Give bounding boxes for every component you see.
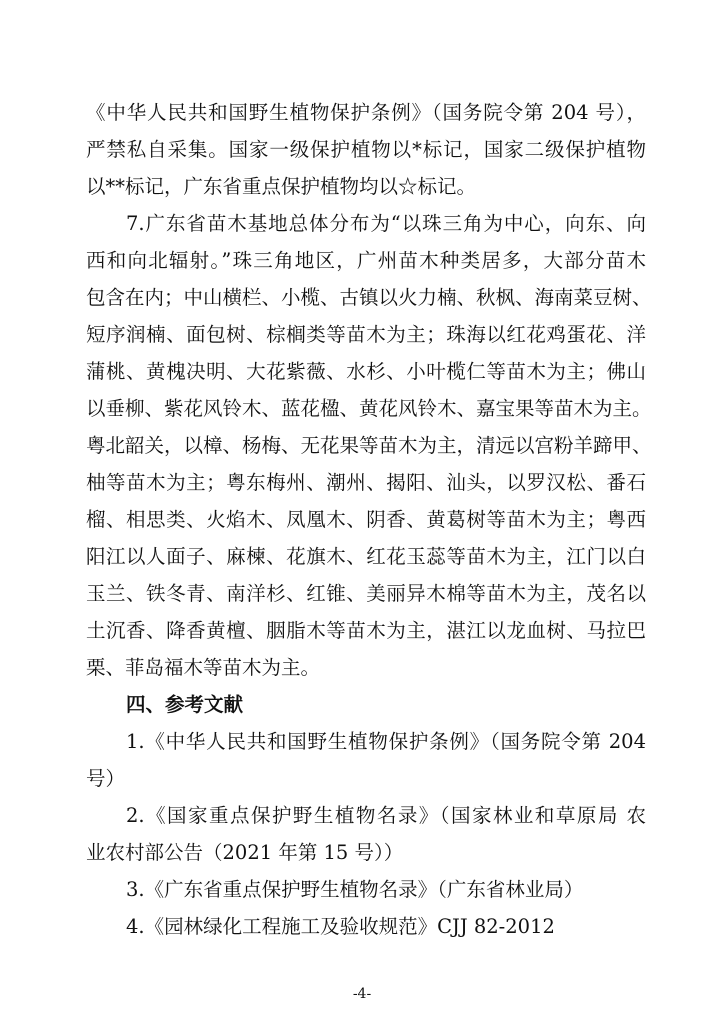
text-line: 以垂柳、紫花风铃木、蓝花楹、黄花风铃木、嘉宝果等苗木为主。: [86, 397, 652, 420]
text-line: 包含在内；中山横栏、小榄、古镇以火力楠、秋枫、海南菜豆树、: [86, 286, 652, 309]
paragraph-nursery-distribution: [86, 205, 652, 686]
text-line: 严禁私自采集。国家一级保护植物以*标记，国家二级保护植物: [86, 138, 646, 161]
section-heading: 四、参考文献: [126, 693, 244, 716]
paragraph-protection: [86, 94, 646, 205]
text-line: 业农村部公告（2021 年第 15 号））: [86, 841, 404, 864]
text-line: 4.《园林绿化工程施工及验收规范》CJJ 82-2012: [126, 915, 555, 938]
text-line: 1.《中华人民共和国野生植物保护条例》（国务院令第 204: [126, 730, 646, 753]
text-line: 玉兰、铁冬青、南洋杉、红锥、美丽异木棉等苗木为主，茂名以: [86, 582, 646, 605]
text-line: 3.《广东省重点保护野生植物名录》（广东省林业局）: [126, 878, 584, 901]
text-line: 阳江以人面子、麻楝、花旗木、红花玉蕊等苗木为主，江门以白: [86, 545, 646, 568]
reference-item: [86, 871, 646, 908]
text-line: 《中华人民共和国野生植物保护条例》（国务院令第 204 号），: [86, 101, 646, 124]
text-line: 榴、相思类、火焰木、凤凰木、阴香、黄葛树等苗木为主；粤西: [86, 508, 646, 531]
text-line: 7.广东省苗木基地总体分布为“以珠三角为中心，向东、向: [126, 212, 646, 235]
document-page: [86, 94, 652, 945]
text-line: 短序润楠、面包树、棕榈类等苗木为主；珠海以红花鸡蛋花、洋: [86, 323, 646, 346]
reference-item: [86, 797, 646, 871]
text-line: 西和向北辐射。”珠三角地区，广州苗木种类居多，大部分苗木: [86, 249, 646, 272]
text-line: 栗、菲岛福木等苗木为主。: [86, 656, 321, 679]
text-line: 柚等苗木为主；粤东梅州、潮州、揭阳、汕头，以罗汉松、番石: [86, 471, 646, 494]
text-line: 号）: [86, 767, 126, 790]
text-line: 粤北韶关，以樟、杨梅、无花果等苗木为主，清远以宫粉羊蹄甲、: [86, 434, 652, 457]
text-line: 2.《国家重点保护野生植物名录》（国家林业和草原局 农: [126, 804, 646, 827]
reference-item: [86, 723, 646, 797]
text-line: 土沉香、降香黄檀、胭脂木等苗木为主，湛江以龙血树、马拉巴: [86, 619, 646, 642]
page-number: -4-: [352, 986, 372, 1002]
reference-item: [86, 908, 646, 945]
text-line: 蒲桃、黄槐决明、大花紫薇、水杉、小叶榄仁等苗木为主；佛山: [86, 360, 646, 383]
text-line: 以**标记，广东省重点保护植物均以☆标记。: [86, 175, 477, 198]
reference-list: [86, 723, 646, 945]
